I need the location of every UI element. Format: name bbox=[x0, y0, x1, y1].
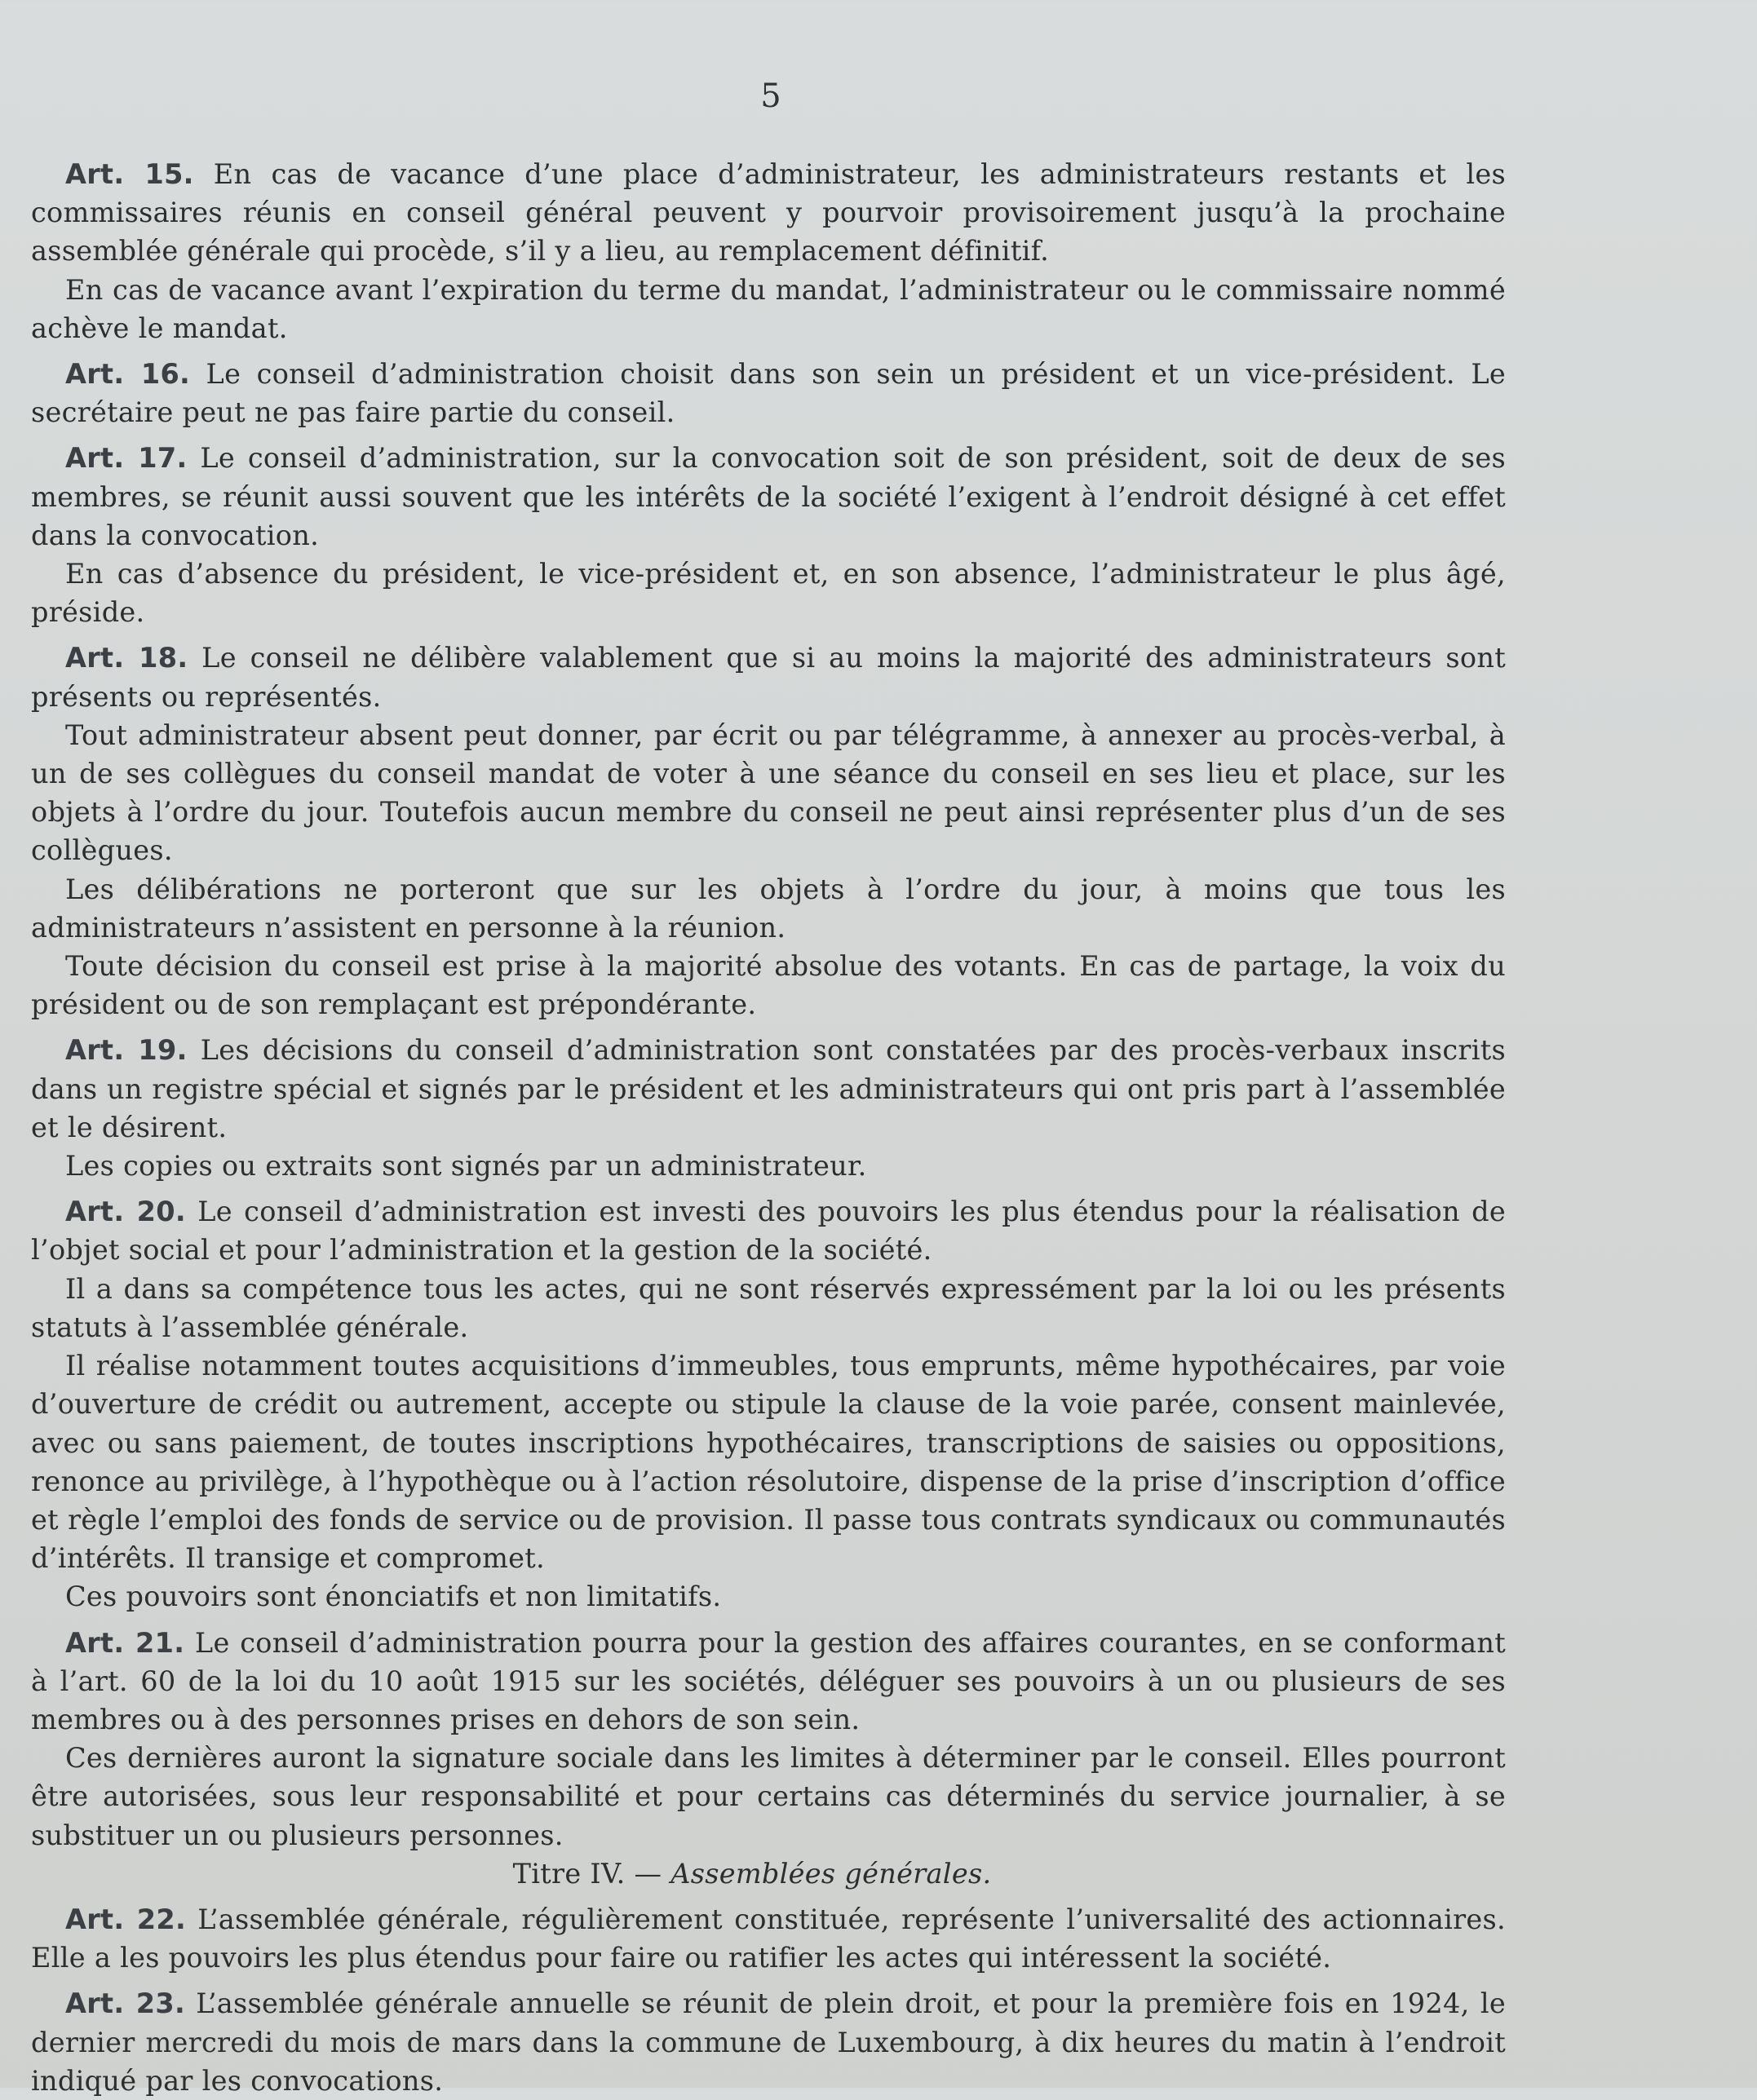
paragraph-text: Les décisions du conseil d’administration sont constatées par des procès-verbaux inscrits dans un registre spécial et signés par le président et les administrateurs qui ont pris part à l’assemblée et le désirent. bbox=[31, 1034, 1506, 1143]
article-label: Art. 20. bbox=[65, 1196, 186, 1228]
paragraph-text: Toute décision du conseil est prise à la majorité absolue des votants. En cas de partage, la voix du président ou de son remplaçant est prépondérante. bbox=[31, 950, 1506, 1021]
paragraph-text: Le conseil d’administration pourra pour la gestion des affaires courantes, en se conformant à l’art. 60 de la loi du 10 août 1915 sur les sociétés, déléguer ses pouvoirs à un ou plusieurs de ses membres ou à des personnes prises en dehors de son sein. bbox=[31, 1626, 1507, 1735]
paragraph bbox=[31, 1739, 1506, 1855]
paragraph bbox=[31, 1346, 1506, 1577]
paragraph-text: Ces dernières auront la signature sociale dans les limites à déterminer par le conseil. Elles pourront être autorisées, sous leur responsabilité et pour certains cas déterminés du service journalier, à se substituer un ou plusieurs personnes. bbox=[31, 1742, 1506, 1851]
article-paragraph bbox=[31, 155, 1506, 271]
section-title bbox=[31, 1855, 1506, 1893]
article-paragraph bbox=[31, 1900, 1506, 1977]
article-label: Art. 16. bbox=[65, 358, 191, 391]
article-paragraph bbox=[31, 439, 1506, 555]
paragraph-text: Le conseil d’administration, sur la convocation soit de son président, soit de deux de ses membres, se réunit aussi souvent que les intérêts de la société l’exigent à l’endroit désigné à cet effet dans la convocation. bbox=[31, 442, 1506, 551]
paragraph-text: Le conseil ne délibère valablement que si au moins la majorité des administrateurs sont présents ou représentés. bbox=[31, 642, 1506, 713]
article-label: Art. 22. bbox=[65, 1903, 186, 1935]
paragraph-text: Il a dans sa compétence tous les actes, qui ne sont réservés expressément par la loi ou les présents statuts à l’assemblée générale. bbox=[31, 1272, 1506, 1343]
article-paragraph bbox=[31, 639, 1506, 715]
paragraph bbox=[31, 947, 1506, 1023]
paragraph-text: L’assemblée générale, régulièrement constituée, représente l’universalité des actionnaires. Elle a les pouvoirs les plus étendus pour faire ou ratifier les actes qui intéressent la société. bbox=[31, 1903, 1506, 1974]
article-paragraph bbox=[31, 1031, 1506, 1147]
paragraph bbox=[31, 271, 1506, 347]
paragraph-text: En cas d’absence du président, le vice-président et, en son absence, l’administrateur le plus âgé, préside. bbox=[31, 558, 1506, 629]
paragraph-text: En cas de vacance avant l’expiration du terme du mandat, l’administrateur ou le commissaire nommé achève le mandat. bbox=[31, 273, 1506, 344]
section-title-name: Assemblées générales. bbox=[670, 1857, 992, 1890]
document-body bbox=[31, 155, 1506, 2100]
paragraph-text: En cas de vacance d’une place d’administrateur, les administrateurs restants et les commissaires réunis en conseil général peuvent y pourvoir provisoirement jusqu’à la prochaine assemblée générale qui procède, s’il y a lieu, au remplacement définitif. bbox=[31, 158, 1506, 267]
paragraph-text: Ces pouvoirs sont énonciatifs et non limitatifs. bbox=[65, 1581, 722, 1613]
article-label: Art. 17. bbox=[65, 442, 188, 475]
article-paragraph bbox=[31, 1624, 1506, 1740]
article-label: Art. 15. bbox=[65, 158, 194, 190]
article-label: Art. 23. bbox=[65, 1987, 185, 2020]
paragraph-text: Tout administrateur absent peut donner, par écrit ou par télégramme, à annexer au procès-verbal, à un de ses collègues du conseil mandat de voter à une séance du conseil en ses lieu et place, sur les objets à l’ordre du jour. Toutefois aucun membre du conseil ne peut ainsi représenter plus d’un de ses collègues. bbox=[31, 718, 1506, 867]
article-label: Art. 19. bbox=[65, 1034, 188, 1067]
paragraph bbox=[31, 716, 1506, 870]
article-paragraph bbox=[31, 1192, 1506, 1269]
paragraph-text: Le conseil d’administration choisit dans son sein un président et un vice-président. Le secrétaire peut ne pas faire partie du conseil. bbox=[31, 358, 1506, 429]
paragraph bbox=[31, 1577, 1506, 1616]
paragraph bbox=[31, 870, 1506, 947]
article-label: Art. 21. bbox=[65, 1626, 185, 1659]
paragraph-text: L’assemblée générale annuelle se réunit de plein droit, et pour la première fois en 1924, le dernier mercredi du mois de mars dans la commune de Luxembourg, à dix heures du matin à l’endroit indiqué par les convocations. bbox=[31, 1987, 1506, 2097]
section-title-prefix: Titre IV. — bbox=[512, 1857, 671, 1890]
paragraph-text: Le conseil d’administration est investi des pouvoirs les plus étendus pour la réalisation de l’objet social et pour l’administration et la gestion de la société. bbox=[31, 1196, 1506, 1267]
paragraph bbox=[31, 1147, 1506, 1185]
paragraph-text: Il réalise notamment toutes acquisitions d’immeubles, tous emprunts, même hypothécaires, par voie d’ouverture de crédit ou autrement, accepte ou stipule la clause de la voie parée, consent mainlevée, avec ou sans paiement, de toutes inscriptions hypothécaires, transcriptions de saisies ou oppositions, renonce au privilège, à l’hypothèque ou à l’action résolutoire, dispense de la prise d’inscription d’office et règle l’emploi des fonds de service ou de provision. Il passe tous contrats syndicaux ou communautés d’intérêts. Il transige et compromet. bbox=[31, 1350, 1506, 1575]
paragraph-text: Les délibérations ne porteront que sur les objets à l’ordre du jour, à moins que tous les administrateurs n’assistent en personne à la réunion. bbox=[31, 873, 1506, 944]
paragraph bbox=[31, 555, 1506, 631]
article-paragraph bbox=[31, 355, 1506, 431]
paragraph bbox=[31, 1270, 1506, 1346]
article-paragraph bbox=[31, 1984, 1506, 2100]
article-label: Art. 18. bbox=[65, 642, 188, 674]
page-number: 5 bbox=[760, 77, 781, 115]
paragraph-text: Les copies ou extraits sont signés par un administrateur. bbox=[65, 1150, 867, 1183]
